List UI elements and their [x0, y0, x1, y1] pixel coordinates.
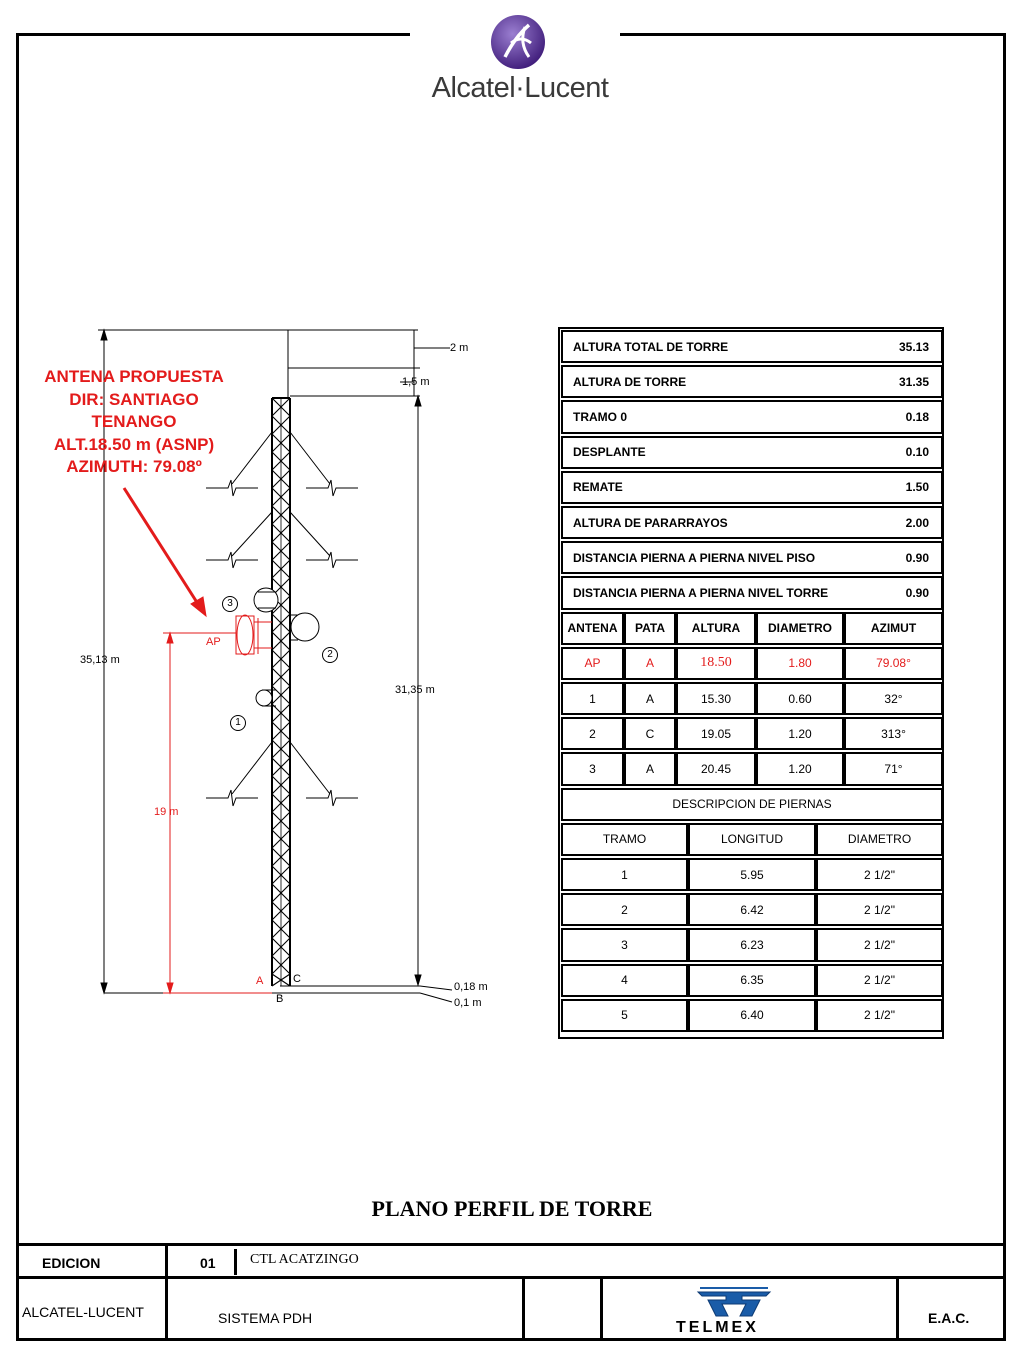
antenna-cell-text: A: [645, 691, 654, 706]
legs-cell: [816, 964, 943, 997]
antenna-header-cell: [624, 612, 676, 645]
label-leg-c: C: [293, 973, 301, 985]
legs-cell-text: 6.42: [740, 902, 764, 917]
titleblock-divider-1: [165, 1243, 168, 1341]
legs-cell: [561, 893, 688, 926]
site-name: CTL ACATZINGO: [250, 1252, 359, 1267]
antenna-header-cell: [676, 612, 756, 645]
titleblock-divider-3: [522, 1276, 525, 1341]
legs-header-text: TRAMO: [602, 832, 647, 847]
legs-cell: [688, 928, 816, 961]
legs-cell: [816, 858, 943, 891]
legs-cell-text: 6.23: [740, 937, 764, 952]
antenna-cell: [756, 752, 844, 785]
legs-cell: [688, 893, 816, 926]
legs-cell-text: 2 1/2": [864, 973, 895, 988]
summary-label: DISTANCIA PIERNA A PIERNA NIVEL TORRE: [573, 585, 829, 600]
telmex-logo-icon: [694, 1286, 774, 1320]
antenna-cell: [844, 752, 943, 785]
summary-value: 0.90: [905, 550, 929, 565]
antenna-header-cell: [844, 612, 943, 645]
antenna-cell: [561, 752, 624, 785]
antenna-cell: [561, 682, 624, 715]
antenna-cell-text: 71°: [884, 761, 903, 776]
antenna-cell: [624, 717, 676, 750]
dim-2m: 2 m: [450, 342, 469, 354]
dim-1-5m: 1,5 m: [402, 376, 430, 388]
antenna-3-marker: 3: [222, 596, 238, 612]
antenna-cell-text: 313°: [881, 726, 906, 741]
legs-cell-text: 3: [621, 937, 628, 952]
antenna-1-marker: 1: [230, 715, 246, 731]
legs-cell-text: 6.40: [740, 1008, 764, 1023]
summary-row: [561, 400, 943, 433]
legs-cell-text: 2 1/2": [864, 1008, 895, 1023]
antenna-header-text: ANTENA: [567, 621, 618, 636]
proposed-antenna-note: [28, 366, 240, 479]
antenna-cell-text: 18.50: [700, 655, 732, 671]
legs-cell-text: 2: [621, 902, 628, 917]
antenna-header-text: AZIMUT: [870, 621, 917, 636]
note-line-4: ALT.18.50 m (ASNP): [53, 434, 215, 454]
antenna-2-marker: 2: [322, 647, 338, 663]
summary-row: [561, 541, 943, 574]
legs-cell-text: 2 1/2": [864, 902, 895, 917]
drawing-title: PLANO PERFIL DE TORRE: [371, 1196, 653, 1221]
telmex-wordmark: TELMEX: [676, 1319, 759, 1336]
legs-title-cell: [561, 788, 943, 821]
antenna-cell-text: 0.60: [788, 691, 812, 706]
summary-value: 31.35: [898, 374, 929, 389]
antenna-cell-text: 1.20: [788, 726, 812, 741]
summary-value: 0.18: [905, 409, 929, 424]
antenna-cell-text: 19.05: [700, 726, 732, 741]
antenna-cell-text: 1.20: [788, 761, 812, 776]
legs-cell: [561, 999, 688, 1032]
antenna-header-cell: [561, 612, 624, 645]
summary-row: [561, 471, 943, 504]
legs-cell: [688, 858, 816, 891]
summary-value: 0.10: [905, 445, 929, 460]
summary-row: [561, 576, 943, 609]
dim-31-35m: 31,35 m: [395, 684, 435, 696]
legs-cell-text: 2 1/2": [864, 937, 895, 952]
legs-cell: [816, 893, 943, 926]
legs-cell: [816, 999, 943, 1032]
legs-cell: [561, 964, 688, 997]
initials: E.A.C.: [928, 1310, 970, 1326]
summary-row: [561, 365, 943, 398]
antenna-cell: [624, 752, 676, 785]
summary-label: DESPLANTE: [573, 445, 646, 460]
dim-35-13m: 35,13 m: [80, 654, 120, 666]
antenna-cell: [676, 647, 756, 680]
label-leg-b: B: [276, 993, 284, 1005]
summary-label: DISTANCIA PIERNA A PIERNA NIVEL PISO: [573, 550, 816, 565]
antenna-cell: [676, 682, 756, 715]
dim-0-18m: 0,18 m: [454, 981, 488, 993]
antenna-cell-text: 79.08°: [876, 656, 911, 671]
summary-label: ALTURA TOTAL DE TORRE: [573, 339, 729, 354]
antenna-cell: [676, 752, 756, 785]
legs-cell: [688, 999, 816, 1032]
antenna-cell-text: 20.45: [700, 761, 732, 776]
label-leg-a: A: [256, 975, 264, 987]
summary-label: ALTURA DE TORRE: [573, 374, 687, 389]
legs-header-cell: [561, 823, 688, 856]
antenna-cell: [844, 717, 943, 750]
legs-title-text: DESCRIPCION DE PIERNAS: [672, 797, 832, 812]
antenna-cell: [624, 682, 676, 715]
logo-wordmark: Alcatel·Lucent: [431, 72, 609, 104]
legs-cell: [688, 964, 816, 997]
antenna-header-text: DIAMETRO: [768, 621, 832, 636]
antenna-cell-text: 15.30: [700, 691, 732, 706]
tower-data-table: [558, 327, 944, 1039]
legs-cell: [816, 928, 943, 961]
antenna-cell-text: A: [645, 656, 654, 671]
summary-value: 35.13: [898, 339, 929, 354]
antenna-cell: [561, 647, 624, 680]
legs-cell-text: 1: [621, 867, 628, 882]
antenna-cell: [756, 647, 844, 680]
antenna-cell: [561, 717, 624, 750]
label-ap: AP: [206, 636, 221, 648]
antenna-cell: [844, 647, 943, 680]
summary-value: 1.50: [905, 480, 929, 495]
antenna-cell-text: 32°: [884, 691, 903, 706]
dim-19m: 19 m: [154, 806, 179, 818]
antenna-cell-text: 1: [589, 691, 596, 706]
legs-cell: [561, 858, 688, 891]
note-line-5: AZIMUTH: 79.08º: [66, 457, 202, 476]
antenna-cell-text: 3: [589, 761, 596, 776]
antenna-cell-text: 2: [589, 726, 596, 741]
summary-label: ALTURA DE PARARRAYOS: [573, 515, 728, 530]
summary-label: REMATE: [573, 480, 623, 495]
legs-cell: [561, 928, 688, 961]
titleblock-divider-4: [600, 1276, 603, 1341]
note-line-3: TENANGO: [91, 412, 177, 431]
summary-row: [561, 330, 943, 363]
legs-header-text: DIAMETRO: [847, 832, 912, 847]
legs-cell-text: 2 1/2": [864, 867, 895, 882]
antenna-header-text: ALTURA: [691, 621, 741, 636]
summary-label: TRAMO 0: [573, 409, 627, 424]
antenna-cell: [756, 717, 844, 750]
note-line-1: ANTENA PROPUESTA: [44, 367, 224, 386]
legs-cell-text: 4: [621, 973, 628, 988]
note-line-2: DIR: SANTIAGO: [69, 389, 199, 409]
summary-row: [561, 436, 943, 469]
edicion-label: EDICION: [42, 1255, 101, 1271]
legs-cell-text: 5.95: [740, 867, 764, 882]
antenna-cell-text: 1.80: [788, 656, 812, 671]
antenna-cell: [624, 647, 676, 680]
titleblock-divider-5: [896, 1276, 899, 1341]
antenna-header-cell: [756, 612, 844, 645]
titleblock-divider-2: [234, 1249, 237, 1275]
summary-value: 0.90: [905, 585, 929, 600]
company-name: ALCATEL-LUCENT: [22, 1304, 144, 1320]
antenna-header-text: PATA: [635, 621, 665, 636]
legs-cell-text: 6.35: [740, 973, 764, 988]
legs-header-cell: [816, 823, 943, 856]
legs-header-text: LONGITUD: [720, 832, 783, 847]
legs-cell-text: 5: [621, 1008, 628, 1023]
antenna-cell-text: C: [645, 726, 655, 741]
summary-value: 2.00: [905, 515, 929, 530]
antenna-cell: [844, 682, 943, 715]
system-name: SISTEMA PDH: [218, 1310, 313, 1326]
summary-row: [561, 506, 943, 539]
dim-0-1m: 0,1 m: [454, 997, 482, 1009]
antenna-cell-text: A: [645, 761, 654, 776]
edicion-value: 01: [200, 1255, 216, 1271]
legs-header-cell: [688, 823, 816, 856]
antenna-cell: [676, 717, 756, 750]
antenna-cell: [756, 682, 844, 715]
antenna-cell-text: AP: [584, 656, 601, 671]
